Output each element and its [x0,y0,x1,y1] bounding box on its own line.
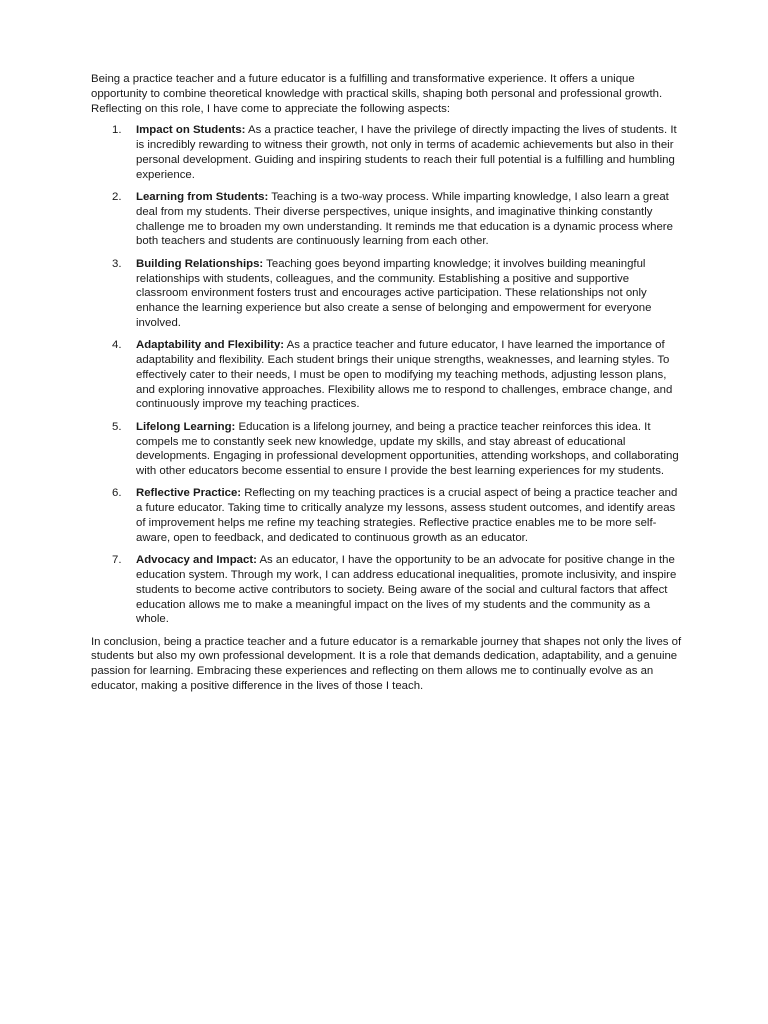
item-number: 7. [112,554,122,567]
item-number: 1. [112,124,122,137]
intro-paragraph: Being a practice teacher and a future educator is a fulfilling and transformative experience. It offers a unique opportunity to combine theoretical knowledge with practical skills, shaping both personal and professional growth. Reflecting on this role, I have come to appreciate the following aspects: [91,73,663,115]
item-body [136,257,683,331]
item-body [136,420,683,479]
item-title: Reflective Practice: [136,487,242,500]
item-body [136,553,683,627]
item-number: 4. [112,339,122,352]
item-body [136,486,683,545]
document-page [91,72,683,701]
list-item [91,257,683,331]
item-title: Adaptability and Flexibility: [136,339,285,352]
item-text: Reflecting on my teaching practices is a crucial aspect of being a practice teacher and a future educator. Taking time to critically analyze my lessons, assess student outcomes, and identify areas of improvement helps me refine my teaching strategies. Reflective practice enables me to be more self-aware, open to feedback, and dedicated to continuous growth as an educator. [136,487,678,544]
item-body [136,338,683,412]
list-item [91,123,683,182]
list-item [91,553,683,627]
item-text: Education is a lifelong journey, and being a practice teacher reinforces this idea. It compels me to constantly seek new knowledge, update my skills, and stay abreast of educational developments. Engaging in professional development opportunities, attending workshops, and collaborating with other educators become essential to ensure I provide the best learning experiences for my students. [136,420,679,478]
item-title: Advocacy and Impact: [136,554,257,567]
list-item [91,338,683,412]
item-text: As a practice teacher, I have the privilege of directly impacting the lives of students. It is incredibly rewarding to witness their growth, not only in terms of academic achievements but also in their personal development. Guiding and inspiring students to reach their full potential is a fulfilling and humbling experience. [136,124,677,181]
item-text: Teaching goes beyond imparting knowledge; it involves building meaningful relationships with students, colleagues, and the community. Establishing a positive and supportive classroom environment fosters trust and encourages active participation. These relationships not only enhance the learning experience but also create a sense of belonging and empowerment for everyone involved. [136,257,652,329]
item-body [136,190,683,249]
item-number: 5. [112,420,122,433]
item-title: Lifelong Learning: [136,420,236,433]
item-title: Learning from Students: [136,191,269,204]
item-body [136,123,683,182]
list-item [91,420,683,479]
item-text: As a practice teacher and future educator, I have learned the importance of adaptability and flexibility. Each student brings their unique strengths, weaknesses, and learning styles. To effectively cater to their needs, I must be open to modifying my teaching methods, adjusting lesson plans, and exploring innovative approaches. Flexibility allows me to respond to challenges, embrace change, and continuously improve my teaching practices. [136,339,673,411]
aspects-list [91,123,683,627]
item-text: As an educator, I have the opportunity to be an advocate for positive change in the education system. Through my work, I can address educational inequalities, promote inclusivity, and inspire students to become active contributors to society. Being aware of the social and cultural factors that affect education allows me to make a meaningful impact on the lives of my students and the community as a whole. [136,554,677,626]
item-number: 6. [112,487,122,500]
list-item [91,486,683,545]
item-number: 3. [112,257,122,270]
conclusion-paragraph: In conclusion, being a practice teacher and a future educator is a remarkable journey that shapes not only the lives of students but also my own professional development. It is a role that demands dedication, adaptability, and a genuine passion for learning. Embracing these experiences and reflecting on them allows me to continually evolve as an educator, making a positive difference in the lives of those I teach. [91,635,682,692]
item-number: 2. [112,191,122,204]
item-text: Teaching is a two-way process. While imparting knowledge, I also learn a great deal from my students. Their diverse perspectives, unique insights, and imaginative thinking constantly challenge me to broaden my own understanding. It reminds me that education is a dynamic process where both teachers and students are continuously learning from each other. [136,191,673,248]
item-title: Impact on Students: [136,124,246,137]
item-title: Building Relationships: [136,257,264,270]
list-item [91,190,683,249]
